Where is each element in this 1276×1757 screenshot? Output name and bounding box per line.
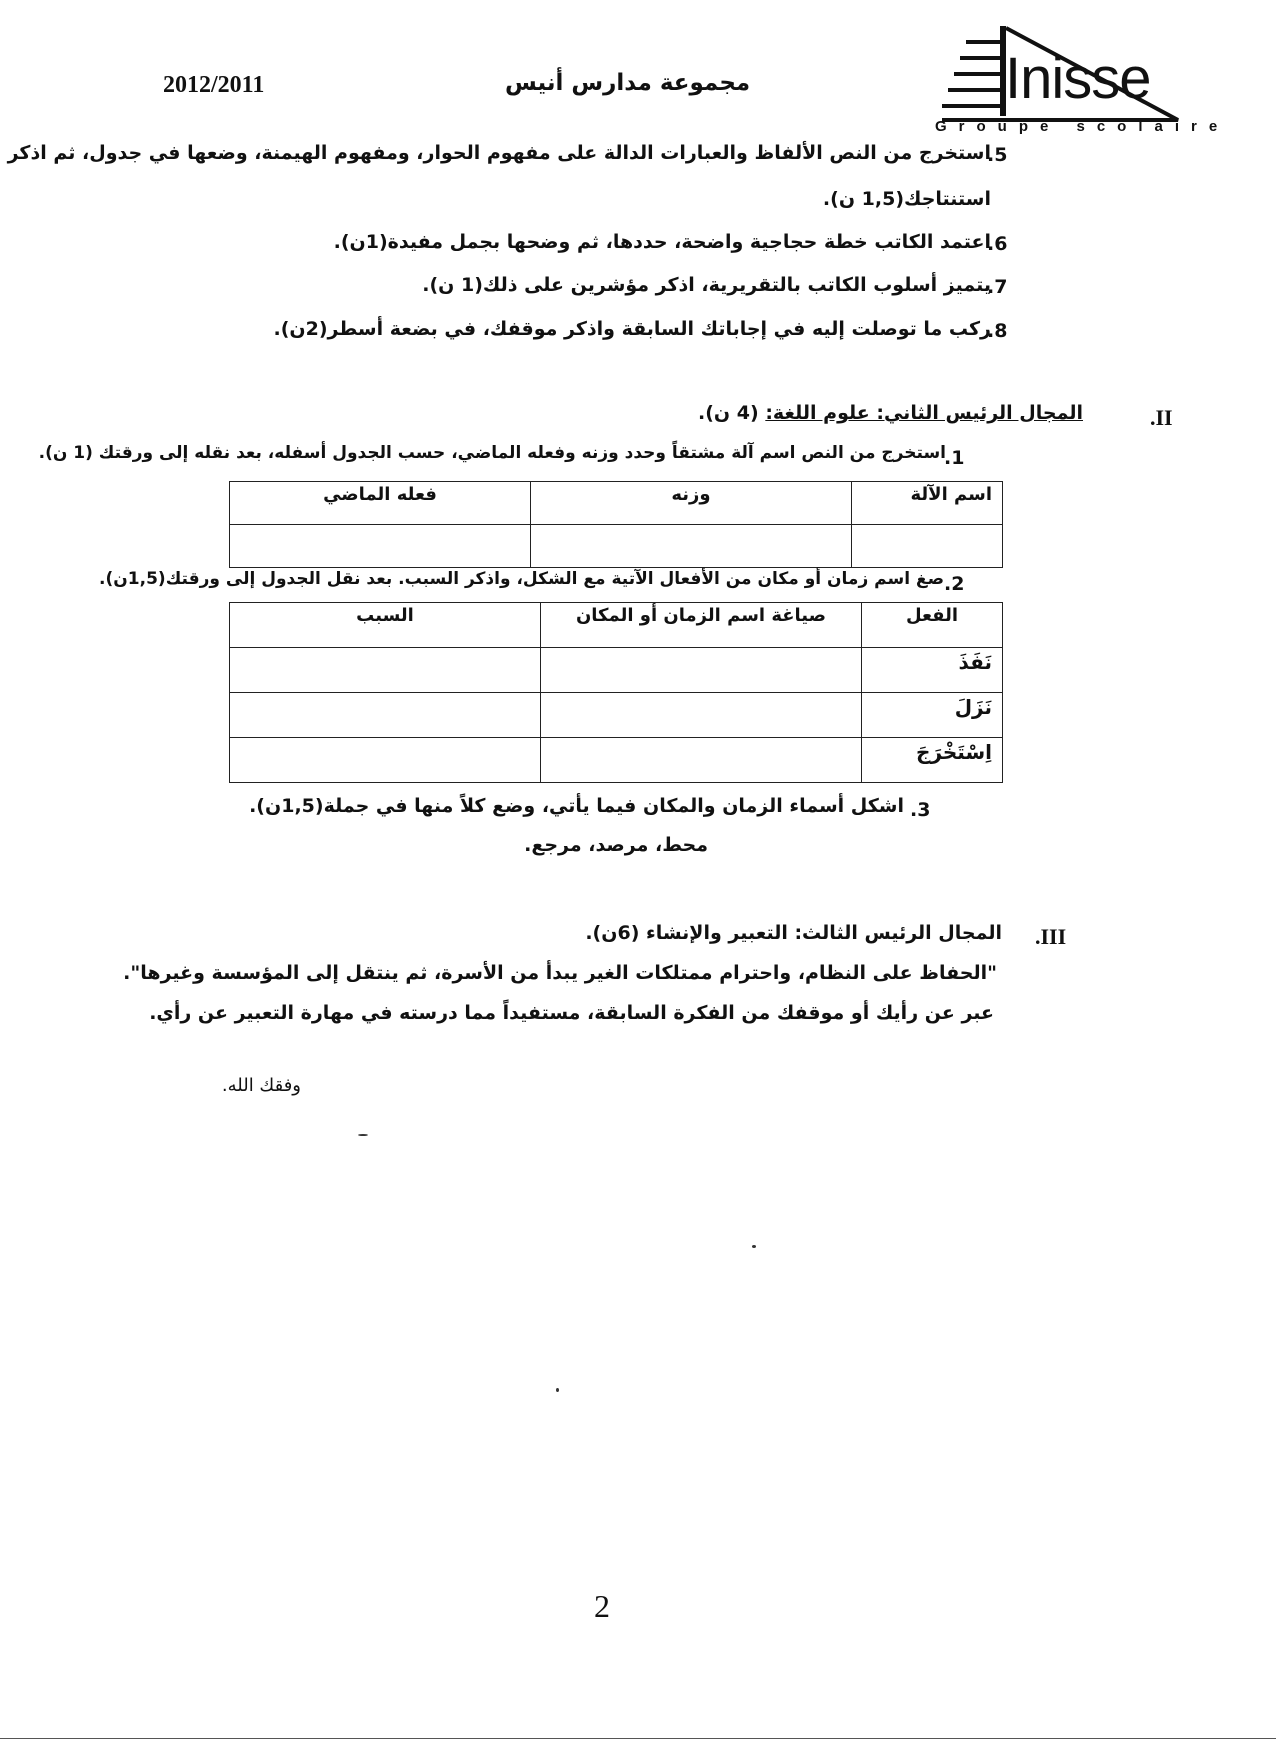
table-header-row	[230, 482, 1003, 525]
q2-1-number: .1	[944, 447, 965, 469]
verb-cell: نَزَلَ	[862, 693, 1003, 738]
q2-3-words: محط، مرصد، مرجع.	[524, 834, 708, 856]
q7-number: .7	[987, 276, 1008, 298]
verb-cell: اِسْتَخْرَجَ	[862, 738, 1003, 783]
table-row	[230, 648, 1003, 693]
table-cell-empty	[230, 693, 541, 738]
table-header-cell: السبب	[230, 603, 541, 648]
section-2-title-label: المجال الرئيس الثاني: علوم اللغة:	[765, 402, 1083, 424]
table-row	[230, 693, 1003, 738]
q8-text: ركب ما توصلت إليه في إجاباتك السابقة واذكر موقفك، في بضعة أسطر(2ن).	[273, 318, 991, 340]
closing-note: وفقك الله.	[221, 1075, 301, 1096]
school-name: مجموعة مدارس أنيس	[505, 70, 751, 96]
q2-1-text: استخرج من النص اسم آلة مشتقاً وحدد وزنه وفعله الماضي، حسب الجدول أسفله، بعد نقله إلى ورقتك (1 ن).	[38, 443, 946, 463]
table-row	[230, 738, 1003, 783]
scan-speck	[752, 1245, 756, 1248]
q7-text: يتميز أسلوب الكاتب بالتقريرية، اذكر مؤشرين على ذلك(1 ن).	[422, 274, 991, 296]
machine-noun-table	[229, 481, 1003, 568]
q5-line1: استخرج من النص الألفاظ والعبارات الدالة على مفهوم الحوار، ومفهوم الهيمنة، وضعها في جدول، ثم اذكر	[7, 142, 991, 164]
q2-3-text: اشكل أسماء الزمان والمكان فيما يأتي، وضع كلاً منها في جملة(1,5ن).	[249, 795, 904, 817]
q6-text: اعتمد الكاتب خطة حجاجية واضحة، حددها، ثم وضحها بجمل مفيدة(1ن).	[333, 231, 991, 253]
table-header-cell: وزنه	[531, 482, 852, 525]
table-cell-empty	[852, 525, 1003, 568]
table-header-cell: صياغة اسم الزمان أو المكان	[541, 603, 862, 648]
logo-text: Inisse	[1005, 46, 1151, 111]
section-2-points: (4 ن).	[698, 402, 766, 424]
school-year: 2012/2011	[163, 72, 265, 98]
page-number: 2	[594, 1588, 610, 1624]
q6-number: .6	[987, 233, 1008, 255]
table-header-cell: اسم الآلة	[852, 482, 1003, 525]
table-cell-empty	[541, 693, 862, 738]
time-place-noun-table	[229, 602, 1003, 783]
q8-number: .8	[987, 320, 1008, 342]
table-row	[230, 525, 1003, 568]
section-2-number: .II	[1150, 405, 1173, 430]
q2-2-number: .2	[944, 573, 965, 595]
verb-cell: نَفَذَ	[862, 648, 1003, 693]
table-cell-empty	[531, 525, 852, 568]
table-header-cell: الفعل	[862, 603, 1003, 648]
q5-number: .5	[987, 144, 1008, 166]
table-cell-empty	[230, 525, 531, 568]
q2-2-text: صغ اسم زمان أو مكان من الأفعال الآتية مع الشكل، واذكر السبب. بعد نقل الجدول إلى ورقتك(1,5ن).	[99, 569, 944, 589]
bottom-rule	[0, 1738, 1276, 1739]
table-cell-empty	[230, 738, 541, 783]
section-2-title	[698, 402, 1083, 424]
section-3-task: عبر عن رأيك أو موقفك من الفكرة السابقة، مستفيداً مما درسته في مهارة التعبير عن رأي.	[149, 1002, 994, 1024]
table-cell-empty	[541, 738, 862, 783]
section-3-number: .III	[1035, 924, 1067, 949]
scan-speck	[358, 1134, 368, 1136]
table-cell-empty	[541, 648, 862, 693]
section-3-title: المجال الرئيس الثالث: التعبير والإنشاء (6ن).	[585, 922, 1002, 944]
logo-subtitle: Groupe scolaire	[935, 118, 1230, 135]
scan-speck	[556, 1388, 559, 1392]
section-3-quote: "الحفاظ على النظام، واحترام ممتلكات الغير يبدأ من الأسرة، ثم ينتقل إلى المؤسسة وغيرها".	[123, 962, 997, 984]
table-header-cell: فعله الماضي	[230, 482, 531, 525]
q2-3-number: .3	[910, 799, 931, 821]
table-cell-empty	[230, 648, 541, 693]
table-header-row	[230, 603, 1003, 648]
q5-line2: استنتاجك(1,5 ن).	[822, 188, 991, 210]
